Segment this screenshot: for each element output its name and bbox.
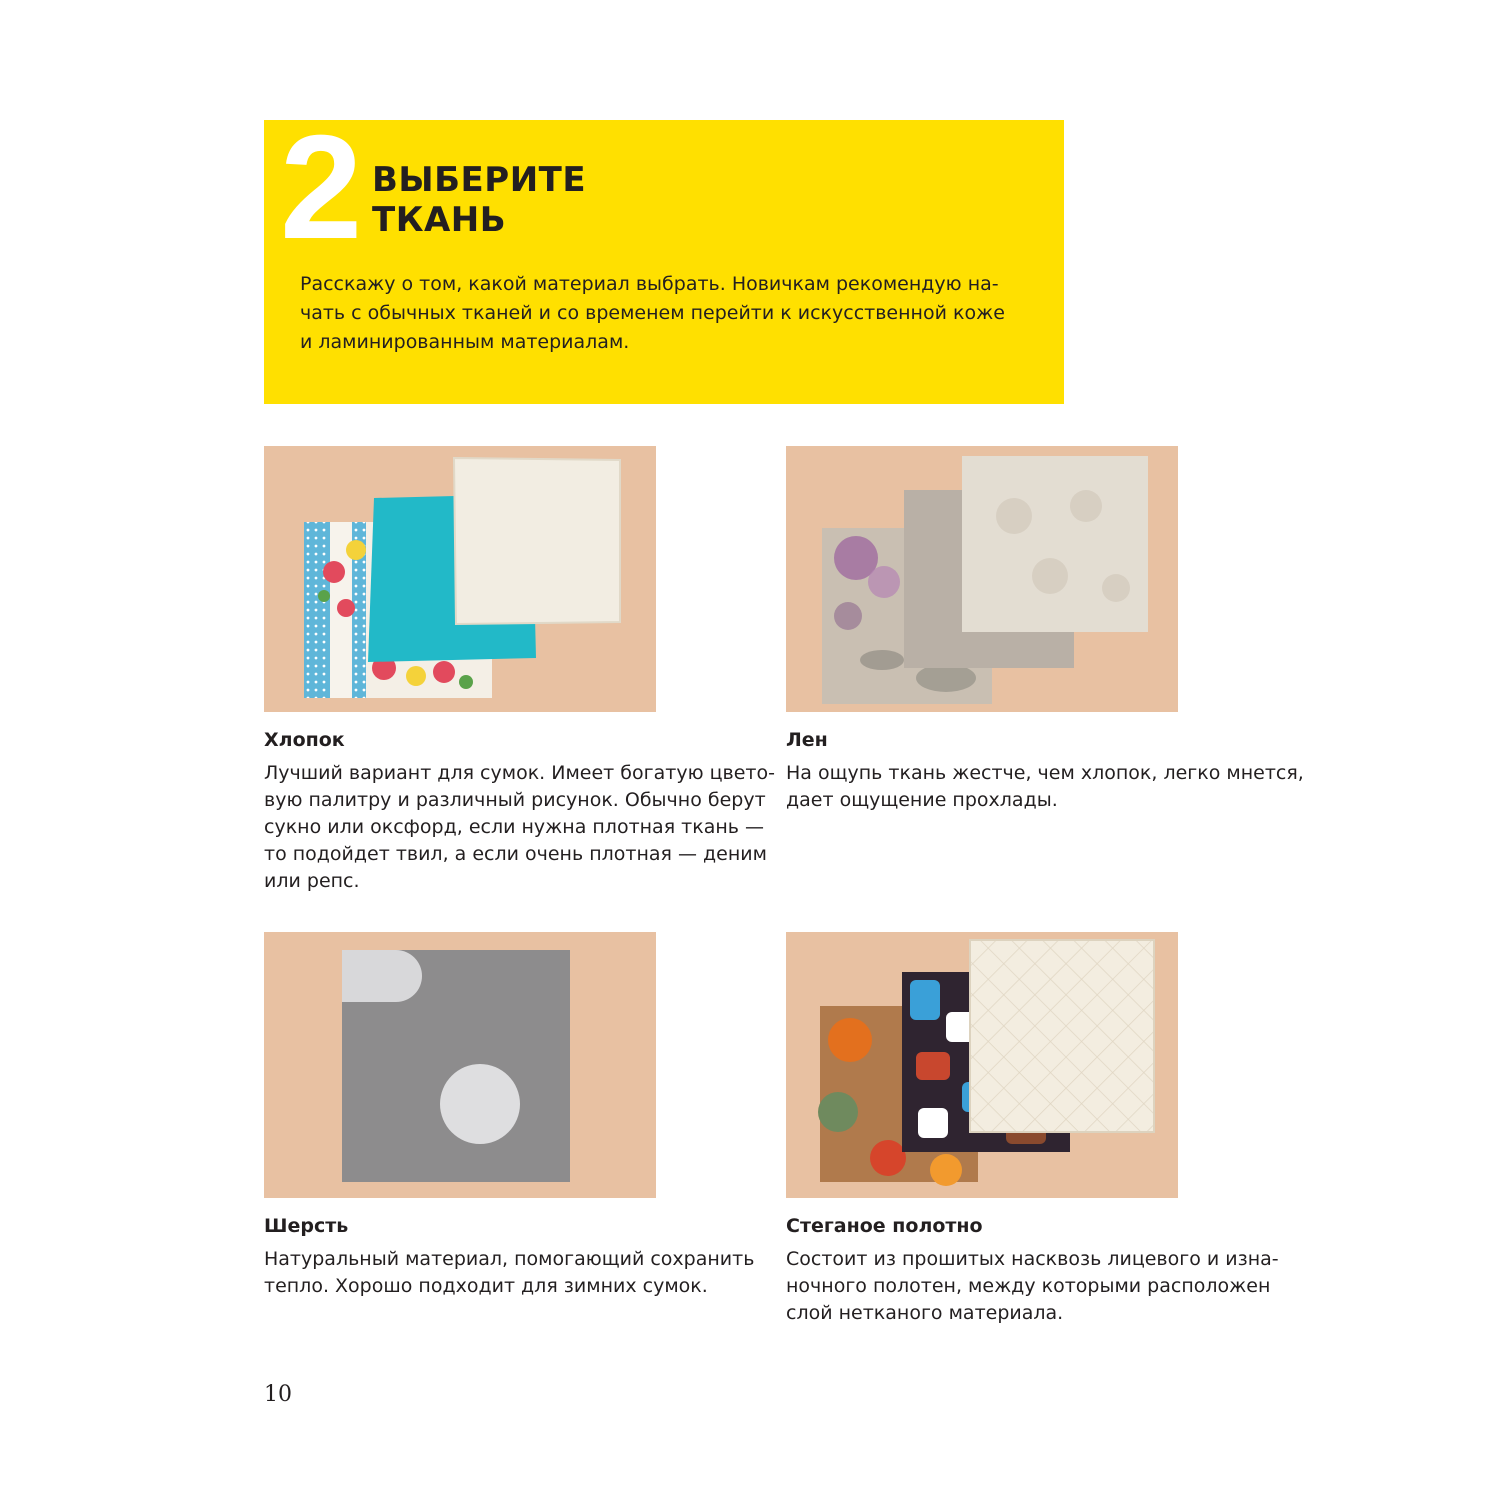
- description-line: Натуральный материал, помогающий сохранить: [264, 1248, 755, 1270]
- description-line: слой нетканого материала.: [786, 1302, 1064, 1324]
- quilted-description: [786, 1246, 1286, 1327]
- wool-description: [264, 1246, 764, 1300]
- cotton-photo: [264, 446, 656, 712]
- description-line: ночного полотен, между которыми расположен: [786, 1275, 1271, 1297]
- step-number: 2: [280, 105, 363, 270]
- cotton-description: [264, 760, 775, 895]
- linen-description: [786, 760, 1304, 814]
- description-line: Лучший вариант для сумок. Имеет богатую цвето-: [264, 762, 775, 784]
- description-line: или репс.: [264, 870, 360, 892]
- description-line: На ощупь ткань жестче, чем хлопок, легко мнется,: [786, 762, 1304, 784]
- description-line: вую палитру и различный рисунок. Обычно берут: [264, 789, 766, 811]
- linen-photo: [786, 446, 1178, 712]
- description-line: Состоит из прошитых насквозь лицевого и изна-: [786, 1248, 1279, 1270]
- description-line: сукно или оксфорд, если нужна плотная ткань —: [264, 816, 765, 838]
- intro-line: чать с обычных тканей и со временем перейти к искусственной коже: [300, 302, 1005, 324]
- description-line: дает ощущение прохлады.: [786, 789, 1058, 811]
- page-number: 10: [264, 1382, 292, 1407]
- description-line: то подойдет твил, а если очень плотная — деним: [264, 843, 767, 865]
- intro-text: [300, 270, 1040, 357]
- section-title: [372, 160, 586, 240]
- section-title-line-2: ТКАНЬ: [372, 200, 507, 240]
- section-title-line-1: ВЫБЕРИТЕ: [372, 160, 587, 200]
- intro-line: и ламинированным материалам.: [300, 331, 630, 353]
- intro-line: Расскажу о том, какой материал выбрать. Новичкам рекомендую на-: [300, 273, 999, 295]
- cotton-heading: Хлопок: [264, 729, 345, 751]
- quilted-photo: [786, 932, 1178, 1198]
- linen-heading: Лен: [786, 729, 828, 751]
- section-banner: [264, 105, 1064, 404]
- wool-photo: [264, 932, 656, 1198]
- quilted-heading: Стеганое полотно: [786, 1215, 983, 1237]
- wool-heading: Шерсть: [264, 1215, 349, 1237]
- description-line: тепло. Хорошо подходит для зимних сумок.: [264, 1275, 708, 1297]
